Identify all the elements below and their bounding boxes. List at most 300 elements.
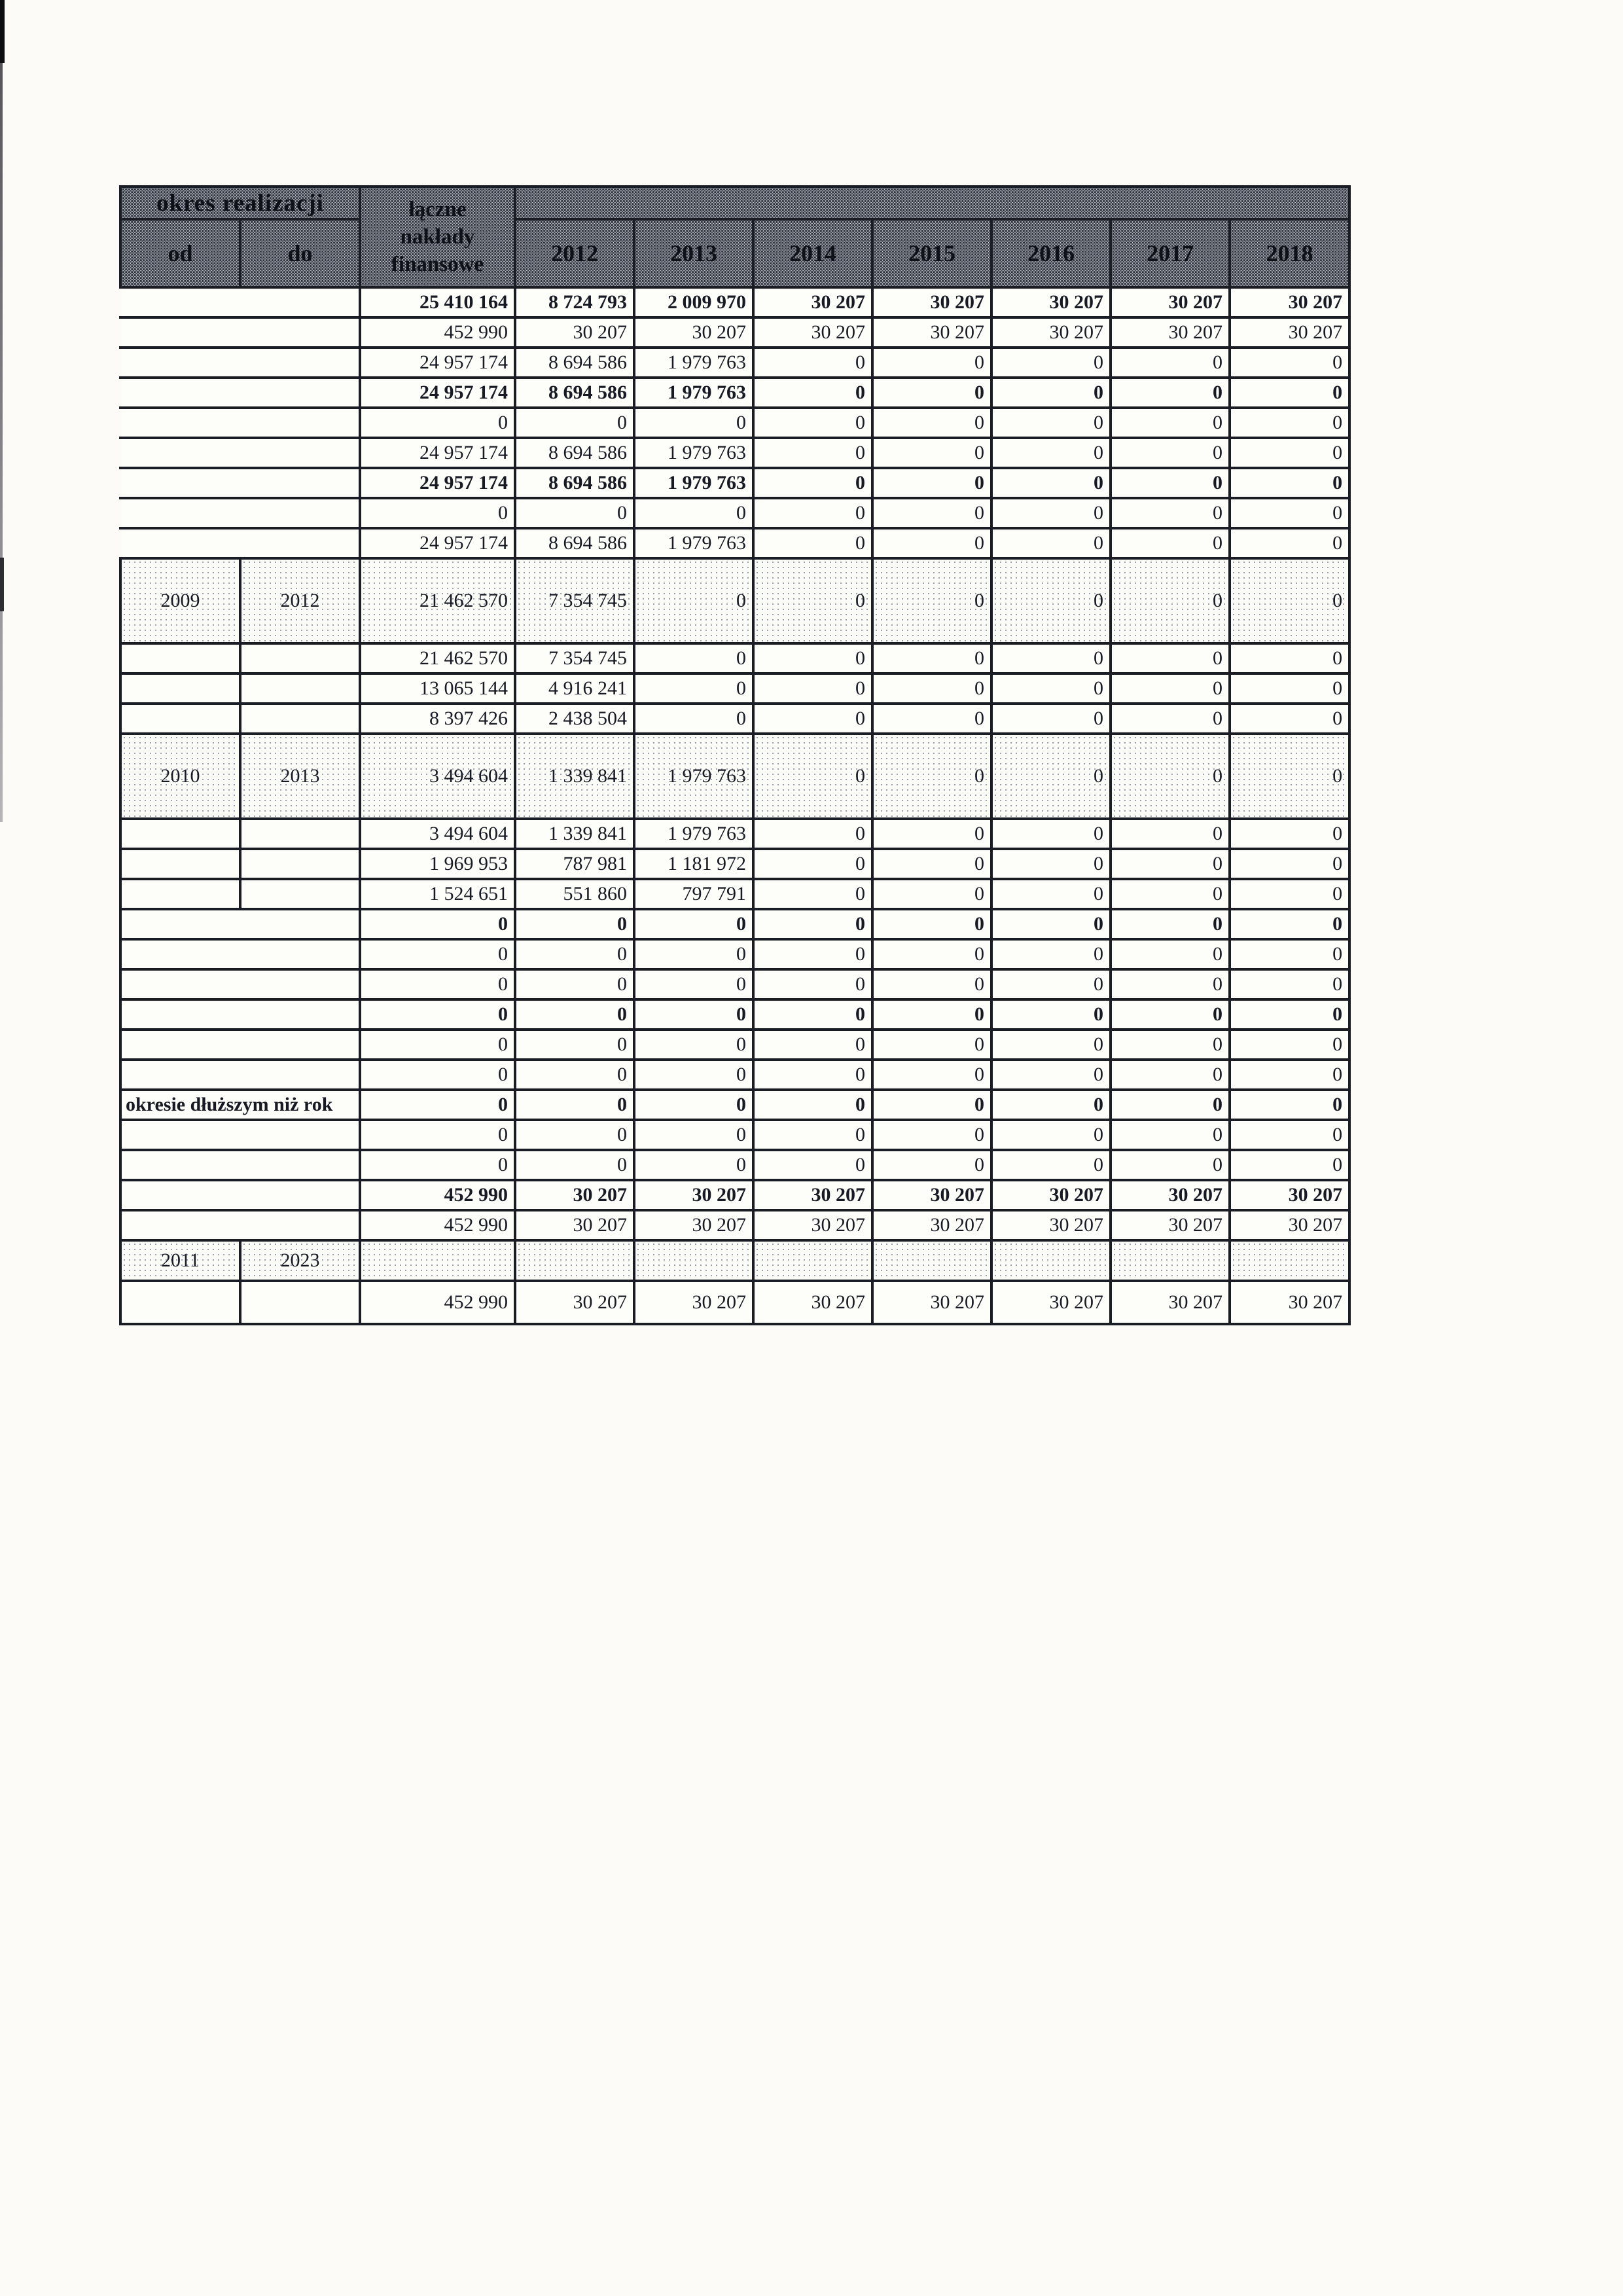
cell-year-2018: 0 [1230,939,1349,969]
cell-do [240,819,360,849]
cell-year-2014: 0 [753,1060,872,1090]
table-row [120,558,1349,643]
cell-year-2015: 0 [872,939,991,969]
header-year-2016: 2016 [991,219,1111,287]
cell-od: 2011 [120,1240,240,1281]
header-year-2018: 2018 [1230,219,1349,287]
table-row [120,1210,1349,1240]
cell-laczne-naklady: 3 494 604 [360,734,515,819]
cell-od [120,849,240,879]
cell-year-2014: 30 207 [753,287,872,317]
cell-year-2015: 0 [872,849,991,879]
cell-year-2018: 0 [1230,643,1349,673]
cell-year-2018: 0 [1230,378,1349,408]
cell-year-2017: 0 [1111,1120,1230,1150]
cell-year-2015: 0 [872,348,991,378]
cell-year-2018: 0 [1230,969,1349,999]
header-band-row [120,187,1349,219]
cell-year-2013: 0 [634,1090,753,1120]
cell-laczne-naklady: 0 [360,1030,515,1060]
cell-year-2018: 0 [1230,1090,1349,1120]
cell-year-2014 [753,1240,872,1281]
cell-year-2017: 0 [1111,1060,1230,1090]
cell-laczne-naklady: 0 [360,408,515,438]
cell-year-2013: 0 [634,408,753,438]
cell-year-2017: 0 [1111,909,1230,939]
cell-year-2012: 8 694 586 [515,378,634,408]
cell-do [240,673,360,704]
cell-year-2017: 0 [1111,673,1230,704]
cell-year-2014: 0 [753,879,872,909]
cell-year-2018: 0 [1230,849,1349,879]
cell-year-2015: 0 [872,438,991,468]
cell-laczne-naklady: 24 957 174 [360,348,515,378]
table-row [120,704,1349,734]
cell-year-2016: 0 [991,1060,1111,1090]
table-row [120,317,1349,348]
cell-year-2014: 30 207 [753,1180,872,1210]
table-row [120,528,1349,558]
cell-year-2012: 0 [515,1150,634,1180]
header-year-2015: 2015 [872,219,991,287]
cell-year-2017: 0 [1111,939,1230,969]
cell-year-2018: 0 [1230,528,1349,558]
cell-year-2012: 30 207 [515,317,634,348]
cell-year-2014: 0 [753,704,872,734]
cell-year-2018 [1230,1240,1349,1281]
cell-year-2017: 0 [1111,348,1230,378]
cell-year-2015: 0 [872,969,991,999]
cell-year-2018: 0 [1230,673,1349,704]
cell-period-merged [120,348,360,378]
cell-year-2017: 0 [1111,558,1230,643]
cell-year-2013: 30 207 [634,1180,753,1210]
cell-year-2014: 0 [753,558,872,643]
cell-laczne-naklady: 21 462 570 [360,643,515,673]
cell-year-2015 [872,1240,991,1281]
cell-year-2013: 0 [634,673,753,704]
cell-year-2017: 0 [1111,378,1230,408]
cell-year-2018: 0 [1230,558,1349,643]
cell-year-2014: 0 [753,909,872,939]
cell-od [120,1281,240,1324]
cell-year-2016: 0 [991,879,1111,909]
cell-year-2016: 0 [991,643,1111,673]
cell-year-2016: 0 [991,438,1111,468]
table-row [120,819,1349,849]
cell-year-2012: 2 438 504 [515,704,634,734]
cell-laczne-naklady: 24 957 174 [360,528,515,558]
cell-laczne-naklady: 24 957 174 [360,378,515,408]
cell-year-2015: 0 [872,1060,991,1090]
cell-year-2014: 0 [753,408,872,438]
cell-od: 2010 [120,734,240,819]
cell-year-2017: 0 [1111,879,1230,909]
cell-year-2016: 30 207 [991,1210,1111,1240]
cell-period-merged [120,468,360,498]
cell-laczne-naklady: 452 990 [360,1281,515,1324]
cell-laczne-naklady: 452 990 [360,317,515,348]
cell-year-2012: 8 724 793 [515,287,634,317]
cell-year-2014: 30 207 [753,1281,872,1324]
cell-year-2013: 1 979 763 [634,348,753,378]
cell-year-2015: 0 [872,909,991,939]
cell-year-2013: 0 [634,909,753,939]
cell-od [120,879,240,909]
cell-period-merged [120,1120,360,1150]
cell-year-2018: 0 [1230,734,1349,819]
cell-year-2014: 30 207 [753,317,872,348]
cell-year-2012: 8 694 586 [515,528,634,558]
cell-laczne-naklady: 0 [360,999,515,1030]
cell-laczne-naklady: 21 462 570 [360,558,515,643]
cell-year-2017 [1111,1240,1230,1281]
cell-year-2016: 30 207 [991,287,1111,317]
cell-year-2018: 0 [1230,468,1349,498]
cell-od: 2009 [120,558,240,643]
cell-year-2017: 0 [1111,498,1230,528]
table-row [120,1030,1349,1060]
cell-year-2013: 0 [634,1120,753,1150]
table-row [120,1240,1349,1281]
cell-year-2016: 0 [991,348,1111,378]
cell-year-2017: 30 207 [1111,317,1230,348]
cell-year-2013: 0 [634,969,753,999]
cell-laczne-naklady: 0 [360,909,515,939]
cell-year-2014: 0 [753,498,872,528]
cell-period-merged [120,1030,360,1060]
cell-year-2015: 30 207 [872,317,991,348]
table-row [120,879,1349,909]
cell-year-2015: 0 [872,378,991,408]
cell-year-2018: 0 [1230,438,1349,468]
cell-year-2015: 0 [872,819,991,849]
table-row [120,999,1349,1030]
cell-year-2014: 0 [753,999,872,1030]
header-year-2017: 2017 [1111,219,1230,287]
cell-period-merged [120,317,360,348]
cell-year-2012: 0 [515,939,634,969]
cell-laczne-naklady: 0 [360,1150,515,1180]
cell-year-2014: 0 [753,438,872,468]
cell-do: 2012 [240,558,360,643]
cell-year-2012: 8 694 586 [515,468,634,498]
cell-period-merged [120,1060,360,1090]
cell-year-2012: 0 [515,1120,634,1150]
cell-year-2012: 787 981 [515,849,634,879]
cell-year-2012: 0 [515,969,634,999]
cell-laczne-naklady: 452 990 [360,1180,515,1210]
cell-year-2015: 0 [872,1150,991,1180]
table-row [120,1120,1349,1150]
cell-year-2017: 30 207 [1111,287,1230,317]
cell-year-2015: 0 [872,408,991,438]
table-row [120,1090,1349,1120]
cell-period-merged [120,528,360,558]
cell-year-2018: 0 [1230,498,1349,528]
cell-period-merged [120,378,360,408]
cell-year-2017: 0 [1111,969,1230,999]
cell-period-merged [120,909,360,939]
cell-year-2018: 0 [1230,348,1349,378]
cell-laczne-naklady: 13 065 144 [360,673,515,704]
cell-year-2017: 30 207 [1111,1180,1230,1210]
cell-year-2012: 1 339 841 [515,819,634,849]
cell-year-2012: 1 339 841 [515,734,634,819]
table-row [120,348,1349,378]
header-year-2012: 2012 [515,219,634,287]
cell-period-merged [120,438,360,468]
cell-year-2018: 30 207 [1230,1180,1349,1210]
cell-year-2014: 0 [753,1030,872,1060]
cell-year-2014: 0 [753,378,872,408]
cell-year-2017: 0 [1111,1090,1230,1120]
cell-year-2017: 0 [1111,1150,1230,1180]
table-row [120,734,1349,819]
cell-year-2014: 0 [753,849,872,879]
cell-year-2015: 0 [872,879,991,909]
cell-year-2012: 0 [515,1030,634,1060]
cell-year-2016: 0 [991,969,1111,999]
cell-year-2017: 30 207 [1111,1281,1230,1324]
cell-year-2015: 0 [872,673,991,704]
cell-year-2012: 30 207 [515,1281,634,1324]
cell-year-2018: 0 [1230,1120,1349,1150]
cell-year-2018: 0 [1230,704,1349,734]
cell-laczne-naklady: 0 [360,1090,515,1120]
cell-year-2016: 0 [991,498,1111,528]
cell-year-2014: 30 207 [753,1210,872,1240]
table-row [120,849,1349,879]
cell-year-2013: 0 [634,1060,753,1090]
cell-year-2013: 0 [634,939,753,969]
scan-artifact-edge-blob [0,558,4,611]
cell-do [240,1281,360,1324]
table-row [120,969,1349,999]
cell-year-2016: 0 [991,558,1111,643]
cell-year-2018: 30 207 [1230,317,1349,348]
cell-laczne-naklady: 25 410 164 [360,287,515,317]
cell-year-2015: 30 207 [872,1281,991,1324]
cell-year-2018: 30 207 [1230,287,1349,317]
cell-year-2013: 1 181 972 [634,849,753,879]
cell-year-2015: 0 [872,643,991,673]
cell-year-2012: 0 [515,909,634,939]
cell-year-2012: 4 916 241 [515,673,634,704]
cell-year-2016: 0 [991,939,1111,969]
cell-period-merged [120,1210,360,1240]
cell-year-2014: 0 [753,819,872,849]
cell-year-2015: 30 207 [872,1180,991,1210]
cell-year-2018: 0 [1230,819,1349,849]
cell-period-merged [120,999,360,1030]
table-row [120,498,1349,528]
table-row [120,378,1349,408]
cell-year-2012: 30 207 [515,1180,634,1210]
cell-laczne-naklady: 452 990 [360,1210,515,1240]
scan-artifact-edge-top [0,0,5,63]
cell-year-2012: 8 694 586 [515,438,634,468]
table-body [120,287,1349,1324]
cell-year-2017: 0 [1111,643,1230,673]
cell-laczne-naklady: 24 957 174 [360,468,515,498]
cell-year-2013: 1 979 763 [634,468,753,498]
cell-year-2017: 0 [1111,438,1230,468]
cell-year-2017: 0 [1111,819,1230,849]
cell-year-2016: 0 [991,378,1111,408]
cell-year-2016: 0 [991,909,1111,939]
cell-year-2015: 0 [872,999,991,1030]
cell-year-2014: 0 [753,1120,872,1150]
cell-year-2013: 0 [634,1150,753,1180]
cell-year-2017: 0 [1111,734,1230,819]
cell-year-2017: 0 [1111,849,1230,879]
cell-year-2012: 0 [515,999,634,1030]
cell-year-2016: 0 [991,1090,1111,1120]
cell-year-2014: 0 [753,673,872,704]
header-year-2014: 2014 [753,219,872,287]
cell-year-2013: 0 [634,999,753,1030]
cell-period-merged [120,1150,360,1180]
cell-year-2018: 0 [1230,1030,1349,1060]
cell-year-2017: 0 [1111,528,1230,558]
cell-year-2018: 0 [1230,408,1349,438]
table-row [120,939,1349,969]
cell-period-merged [120,408,360,438]
cell-year-2015: 30 207 [872,287,991,317]
cell-laczne-naklady: 0 [360,969,515,999]
row-label: okresie dłuższym niż rok [120,1090,360,1120]
cell-year-2016: 0 [991,704,1111,734]
cell-year-2012: 0 [515,408,634,438]
cell-do [240,643,360,673]
cell-year-2018: 30 207 [1230,1281,1349,1324]
cell-year-2016: 0 [991,468,1111,498]
cell-year-2016: 0 [991,1120,1111,1150]
cell-year-2014: 0 [753,1090,872,1120]
cell-year-2013: 1 979 763 [634,819,753,849]
cell-year-2015: 0 [872,498,991,528]
cell-period-merged [120,1180,360,1210]
financial-outlays-table [119,185,1351,1325]
cell-year-2016: 0 [991,734,1111,819]
cell-year-2016: 0 [991,999,1111,1030]
cell-year-2012: 0 [515,1060,634,1090]
cell-year-2013: 0 [634,643,753,673]
cell-period-merged [120,969,360,999]
cell-year-2013: 2 009 970 [634,287,753,317]
cell-do: 2023 [240,1240,360,1281]
cell-do [240,704,360,734]
cell-od [120,704,240,734]
table-row [120,408,1349,438]
cell-year-2015: 0 [872,468,991,498]
header-okres-realizacji: okres realizacji [120,187,360,219]
cell-year-2016: 0 [991,673,1111,704]
cell-year-2012: 30 207 [515,1210,634,1240]
cell-year-2015: 0 [872,558,991,643]
years-band [515,187,1349,219]
cell-year-2013: 0 [634,704,753,734]
header-laczne-naklady-finansowe: łączne nakłady finansowe [360,187,515,287]
cell-year-2018: 0 [1230,999,1349,1030]
cell-laczne-naklady: 1 524 651 [360,879,515,909]
cell-year-2016: 30 207 [991,1180,1111,1210]
cell-od [120,643,240,673]
cell-year-2013: 30 207 [634,1210,753,1240]
cell-year-2016 [991,1240,1111,1281]
cell-period-merged [120,498,360,528]
cell-year-2013: 0 [634,558,753,643]
table-row [120,468,1349,498]
cell-year-2015: 0 [872,704,991,734]
cell-year-2016: 0 [991,408,1111,438]
cell-year-2014: 0 [753,939,872,969]
table-row [120,673,1349,704]
cell-year-2013: 0 [634,498,753,528]
cell-year-2018: 0 [1230,879,1349,909]
cell-year-2013: 0 [634,1030,753,1060]
table-row [120,1150,1349,1180]
header-year-2013: 2013 [634,219,753,287]
cell-year-2017: 0 [1111,999,1230,1030]
cell-year-2016: 30 207 [991,1281,1111,1324]
cell-year-2016: 30 207 [991,317,1111,348]
cell-year-2013: 30 207 [634,317,753,348]
table-row [120,438,1349,468]
cell-year-2015: 0 [872,734,991,819]
cell-year-2013 [634,1240,753,1281]
cell-year-2014: 0 [753,734,872,819]
cell-year-2014: 0 [753,468,872,498]
cell-period-merged [120,287,360,317]
cell-od [120,673,240,704]
cell-year-2017: 30 207 [1111,1210,1230,1240]
cell-laczne-naklady: 3 494 604 [360,819,515,849]
table-row [120,1060,1349,1090]
cell-laczne-naklady: 0 [360,939,515,969]
cell-do [240,849,360,879]
cell-year-2017: 0 [1111,704,1230,734]
cell-year-2012 [515,1240,634,1281]
header-do: do [240,219,360,287]
cell-period-merged [120,939,360,969]
cell-year-2015: 30 207 [872,1210,991,1240]
cell-year-2016: 0 [991,1030,1111,1060]
cell-year-2014: 0 [753,643,872,673]
cell-laczne-naklady: 0 [360,1060,515,1090]
cell-year-2013: 1 979 763 [634,438,753,468]
header-main-row [120,219,1349,287]
cell-year-2016: 0 [991,819,1111,849]
cell-year-2014: 0 [753,1150,872,1180]
cell-laczne-naklady: 8 397 426 [360,704,515,734]
table-row [120,287,1349,317]
cell-laczne-naklady: 24 957 174 [360,438,515,468]
cell-od [120,819,240,849]
cell-year-2012: 0 [515,498,634,528]
cell-laczne-naklady: 0 [360,498,515,528]
cell-year-2014: 0 [753,969,872,999]
cell-laczne-naklady: 0 [360,1120,515,1150]
cell-year-2015: 0 [872,1120,991,1150]
cell-do [240,879,360,909]
table-row [120,909,1349,939]
cell-year-2014: 0 [753,528,872,558]
cell-year-2018: 0 [1230,1150,1349,1180]
cell-year-2015: 0 [872,528,991,558]
cell-laczne-naklady [360,1240,515,1281]
